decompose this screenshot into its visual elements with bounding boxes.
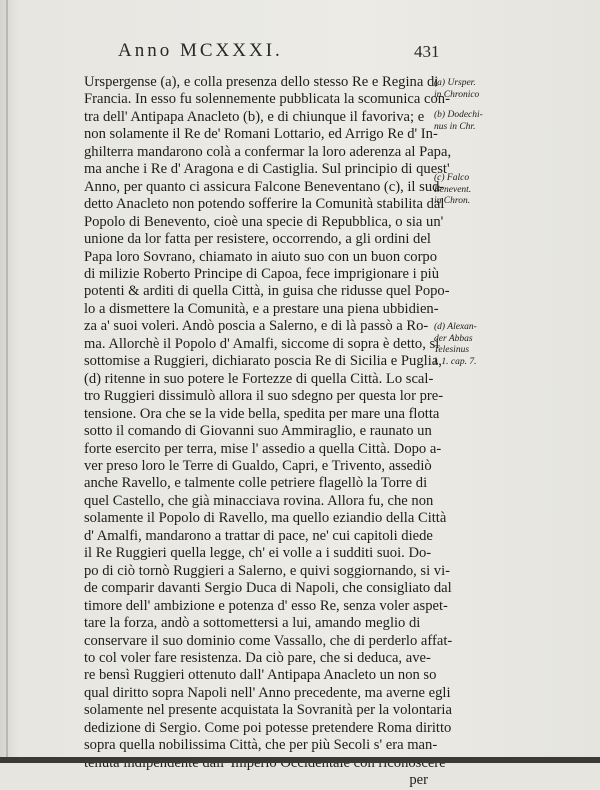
text-line: Urspergense (a), e colla presenza dello stesso Re e Regina di [84,74,439,90]
text-line: ma. Allorchè il Popolo d' Amalfi, siccome di sopra è detto, si [84,335,440,352]
page-gutter [6,0,8,763]
text-line: tensione. Ora che se la vide bella, spedita per mare una flotta [84,405,440,422]
text-line: (d) ritenne in suo potere le Fortezze di quella Città. Lo scal- [84,370,434,387]
text-line: Popolo di Benevento, cioè una specie di Repubblica, o sia un' [84,213,444,230]
text-line: sotto il comando di Giovanni suo Ammiraglio, e raunato un [84,423,432,440]
text-line: lo a dismettere la Comunità, e a prestare una piena ubbidien- [84,300,439,317]
text-line: Anno, per quanto ci assicura Falcone Beneventano (c), il sud- [84,178,445,195]
text-line: po di ciò tornò Ruggieri a Salerno, e quivi soggiornando, si vi- [84,562,451,579]
text-line: sottomise a Ruggieri, dichiarato poscia Re di Sicilia e Puglia, [84,353,442,370]
text-line: qual diritto sopra Napoli nell' Anno precedente, ma averne egli [84,684,451,701]
text-line: to col voler fare resistenza. Da ciò pare, che si deduca, ave- [84,649,431,666]
text-line: de comparir davanti Sergio Duca di Napoli, che consigliato dal [84,580,452,597]
text-line: non solamente il Re de' Romani Lottario, ed Arrigo Re d' In- [84,126,438,143]
text-line: di milizie Roberto Principe di Capoa, fece imprigionare i più [84,265,440,282]
text-line: tro Ruggieri dissimulò allora il suo sdegno per questa lor pre- [84,388,444,405]
margin-note-d: (d) Alexan- der Abbas Telesinus l. 1. cap. 7. [434,322,477,367]
text-line: za a' suoi voleri. Andò poscia a Salerno, e di là passò a Ro- [84,318,429,335]
text-line: solamente nel presente acquistata la Sovranità per la volontaria [84,702,452,719]
text-line: il Re Ruggieri quella legge, ch' ei volle a i sudditi suoi. Do- [84,545,432,562]
text-line: re bensì Ruggieri ottenuto dall' Antipapa Anacleto un non so [84,667,437,684]
text-line: d' Amalfi, mandarono a trattar di pace, ne' cui capitoli diede [84,527,433,544]
catchword: per [409,772,428,789]
text-line: Francia. In esso fu solennemente pubblicata la scomunica con- [84,91,450,108]
text-line: tra dell' Antipapa Anacleto (b), e di chiunque il favoriva; e [84,108,425,125]
margin-note-a: (a) Ursper. in Chronico [434,78,480,100]
running-head: Anno MCXXXI. [118,40,283,61]
text-line: ghilterra mandarono colà a confermar la loro aderenza al Papa, [84,143,452,160]
page-number: 431 [414,42,440,61]
text-line: ver preso loro le Terre di Gualdo, Capri, e Trivento, assediò [84,457,432,474]
text-line: conservare il suo dominio come Vassallo, che di perderlo affat- [84,632,453,649]
page-bottom-edge [0,757,600,763]
text-line: ma anche i Re d' Aragona e di Castiglia. Sul principio di quest' [84,161,450,178]
text-line: timore dell' ambizione e potenza d' esso Re, senza voler aspet- [84,597,448,614]
text-line: detto Anacleto non potendo sofferire la Comunità stabilita dal [84,196,445,213]
text-line: dedizione di Sergio. Come poi potesse pretendere Roma diritto [84,719,452,736]
text-line: forte esercito per terra, mise l' assedio a quella Città. Dopo a- [84,440,442,457]
text-line: quel Castello, che già minacciava rovina. Allora fu, che non [84,492,434,509]
text-line: solamente il Popolo di Ravello, ma quello eziandio della Città [84,510,447,527]
text-line: sopra quella nobilissima Città, che per più Secoli s' era man- [84,737,438,754]
text-line: unione da lor fatta per resistere, occorrendo, a gli ordini del [84,231,431,248]
text-line: anche Ravello, e talmente colle petriere flagellò la Torre di [84,475,428,492]
text-line: potenti & arditi di quella Città, in guisa che ridusse quel Popo- [84,283,450,300]
margin-note-c: (c) Falco Benevent. in Chron. [434,173,472,206]
text-line: tare la forza, andò a sottomettersi a lui, amando meglio di [84,615,421,632]
text-line: Papa loro Sovrano, chiamato in aiuto suo con un buon corpo [84,248,438,265]
margin-note-b: (b) Dodechi- nus in Chr. [434,110,483,132]
